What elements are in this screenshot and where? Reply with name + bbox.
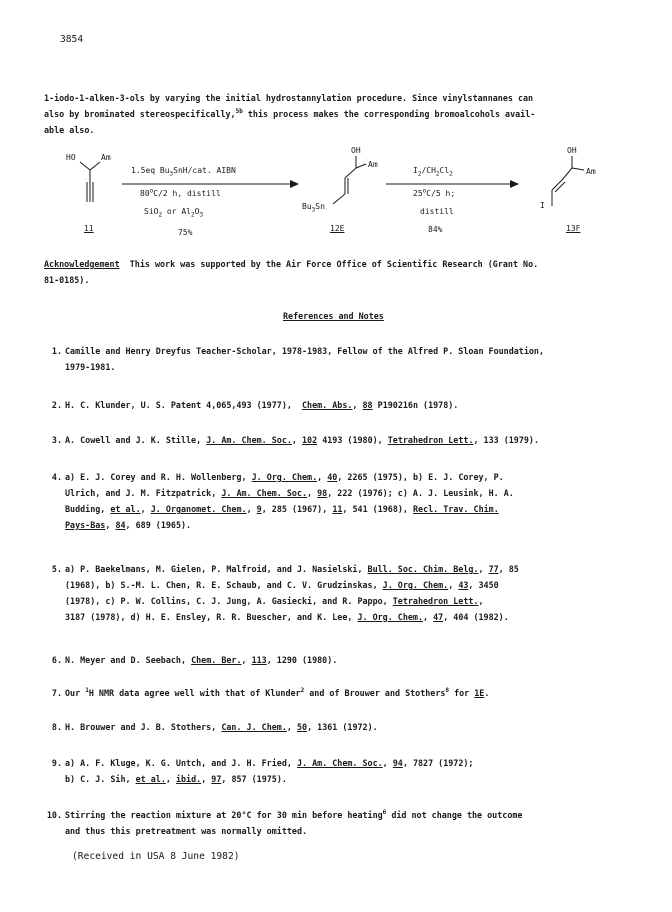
intro-line-3: able also. [44,125,95,135]
ref-5-line-4: 3187 (1978), d) H. E. Ensley, R. R. Buescher, and K. Lee, J. Org. Chem., 47, 404 (1982). [65,612,509,622]
ref-1-line-1: Camille and Henry Dreyfus Teacher-Scholar, 1978-1983, Fellow of the Alfred P. Sloan Foundation, [65,346,545,356]
refs-heading: References and Notes [283,311,384,321]
intro-line-1: 1-iodo-1-alken-3-ols by varying the initial hydrostannylation procedure. Since vinylstannanes can [44,93,534,103]
ref-4-line-3: Budding, et al., J. Organomet. Chem., 9, 285 (1967), 11, 541 (1968), Recl. Trav. Chim. [65,504,499,514]
ref-2-num: 2. [51,400,62,410]
step1-yield: 75% [178,228,193,237]
c13-oh: OH [567,146,577,155]
ref-2-volume: 88 [362,400,373,410]
c13-bond-c [562,168,572,180]
intro-sup: 5b [235,108,243,116]
ref-4-line-2: Ulrich, and J. M. Fitzpatrick, J. Am. Chem. Soc., 98, 222 (1976); c) A. J. Leusink, H. A. [65,488,514,498]
c13-double-a [552,180,562,190]
ref-4-line-4: Pays-Bas, 84, 689 (1965). [65,520,192,530]
ref-3-journal-2: Tetrahedron Lett. [387,435,474,445]
c11-label: 11 [84,224,94,233]
arrow-1-head [290,180,299,188]
ref-6-num: 6. [51,655,62,665]
ref-1-num: 1. [51,346,62,356]
intro-line-2 [44,108,535,120]
ref-3-pages: 4193 (1980), [322,435,383,445]
ref-5-line-3: (1978), c) P. W. Collins, C. J. Jung, A. Gasiecki, and R. Pappo, Tetrahedron Lett., [65,596,484,606]
c12-oh: OH [351,146,361,155]
ref-10-line-1: Stirring the reaction mixture at 20°C for 30 min before heating$^6$ did not change the outcome [65,809,523,820]
ref-8-num: 8. [51,722,62,732]
ref-9-line-2: b) C. J. Sih, et al., ibid., 97, 857 (1975). [65,774,287,784]
c11-am: Am [101,153,111,162]
c13-am: Am [586,167,596,176]
ack-heading: Acknowledgement [44,259,120,269]
c12-bond-c [345,168,356,178]
ref-9-num: 9. [51,758,62,768]
step2-yield: 84% [428,225,443,234]
c12-am: Am [368,160,378,169]
ref-3-volume: 102 [302,435,318,445]
ref-4-line-1: a) E. J. Corey and R. H. Wollenberg, J. Org. Chem., 40, 2265 (1975), b) E. J. Corey, P. [65,472,504,482]
received-date: (Received in USA 8 June 1982) [72,851,240,862]
ref-2-pages: P190216n (1978). [377,400,459,410]
c12-label: 12E [330,224,345,233]
ref-4-num: 4. [51,472,62,482]
ref-7-num: 7. [51,688,62,698]
step2-cond: 25$^o$C/5 h; [413,187,456,198]
ref-3-journal: J. Am. Chem. Soc. [206,435,292,445]
ref-3-authors: A. Cowell and J. K. Stille, [65,435,202,445]
intro-line-2-a: also by brominated stereospecifically, [44,109,236,119]
ack-line-1 [44,258,538,270]
ref-5-line-2: (1968), b) S.-M. L. Chen, R. E. Schaub, and C. V. Grudzinskas, J. Org. Chem., 43, 3450 [65,580,499,590]
ref-2-authors: H. C. Klunder, U. S. Patent 4,065,493 (1977), [65,400,292,410]
c11-bond-ho [80,162,90,170]
ack-line-2: 81-0185). [44,275,90,285]
ack-text-1: This work was supported by the Air Force Office of Scientific Research (Grant No. [129,259,539,269]
c12-sn: $Bu_3Sn$ [302,202,325,214]
ref-1-line-2: 1979-1981. [65,362,116,372]
step1-cond: 80$^o$C/2 h, distill [140,187,221,198]
c11-bond-am [90,162,100,170]
c11-ho: HO [66,153,76,162]
c13-bond-am [572,168,584,170]
ref-5-num: 5. [51,564,62,574]
ref-5-line-1: a) P. Baekelmans, M. Gielen, P. Malfroid, and J. Nasielski, Bull. Soc. Chim. Belg., 77, 85 [65,564,519,574]
step2-alt: distill [420,207,454,216]
step2-reagent: $I_2/CH_2Cl_2$ [413,166,453,178]
ref-3-num: 3. [51,435,62,445]
step1-reagent: 1.5eq $Bu_3SnH$/cat. AIBN [131,166,236,178]
c13-label: 13F [566,224,581,233]
arrow-2-head [510,180,519,188]
ref-2-journal: Chem. Abs. [302,400,353,410]
c13-i: I [540,201,545,210]
c12-bond-sn [333,194,345,204]
intro-line-2-b: this process makes the corresponding bromoalcohols avail- [247,109,536,119]
ref-10-line-2: and thus this pretreatment was normally omitted. [65,826,308,836]
c13-double-b [555,182,565,192]
c12-bond-am [356,164,366,168]
ref-3-pages-2: , 133 (1979). [473,435,540,445]
step1-alt: SiO$_2$ or $Al_2O_3$ [144,207,204,219]
page-number: 3854 [60,34,84,45]
ref-9-line-1: a) A. F. Kluge, K. G. Untch, and J. H. Fried, J. Am. Chem. Soc., 94, 7827 (1972); [65,758,474,768]
ref-10-num: 10. [46,810,62,820]
